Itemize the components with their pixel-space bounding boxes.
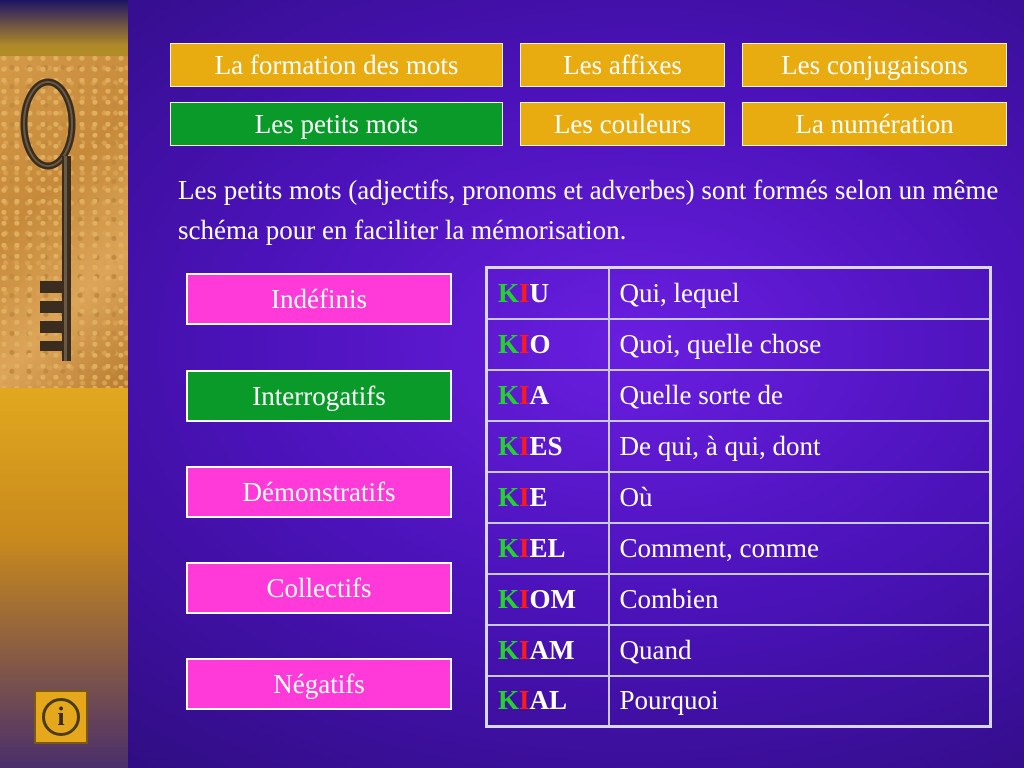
letter-k: K [498,685,520,716]
ki-word [487,370,609,421]
letter-i: I [519,277,530,308]
table-row [487,319,991,370]
ki-word [487,625,609,676]
table-row [487,625,991,676]
ki-meaning: Pourquoi [609,676,991,727]
letter-k: K [498,634,520,665]
info-button[interactable] [34,690,88,744]
info-icon: i [42,698,80,736]
key-icon [0,56,128,388]
letter-i: I [519,634,530,665]
word-ending: U [529,277,550,308]
ki-meaning: Quoi, quelle chose [609,319,991,370]
category-negatifs[interactable]: Négatifs [186,658,452,710]
nav-conjugaisons[interactable]: Les conjugaisons [742,43,1007,87]
ki-meaning: Quand [609,625,991,676]
key-image [0,56,128,388]
letter-i: I [519,583,530,614]
table-row [487,421,991,472]
letter-i: I [519,532,530,563]
category-demonstratifs[interactable]: Démonstratifs [186,466,452,518]
table-row [487,370,991,421]
intro-text: Les petits mots (adjectifs, pronoms et adverbes) sont formés selon un même schéma pour en faciliter la mémorisation. [178,175,999,245]
category-interrogatifs[interactable]: Interrogatifs [186,370,452,422]
letter-k: K [498,328,520,359]
word-ending: A [529,379,550,410]
ki-word [487,472,609,523]
word-ending: AL [529,685,568,716]
letter-k: K [498,532,520,563]
table-row [487,574,991,625]
letter-k: K [498,379,520,410]
ki-meaning: Qui, lequel [609,268,991,319]
letter-k: K [498,430,520,461]
category-indefinis[interactable]: Indéfinis [186,273,452,325]
letter-i: I [519,328,530,359]
nav-numeration[interactable]: La numération [742,102,1007,146]
letter-i: I [519,379,530,410]
ki-word [487,268,609,319]
word-ending: EL [529,532,566,563]
ki-word [487,319,609,370]
letter-i: I [519,685,530,716]
word-ending: AM [529,634,575,665]
interrogatives-table [485,266,992,728]
letter-k: K [498,481,520,512]
letter-k: K [498,583,520,614]
word-ending: OM [529,583,577,614]
ki-word [487,421,609,472]
ki-meaning: Combien [609,574,991,625]
ki-word [487,676,609,727]
table-row [487,676,991,727]
word-ending: E [529,481,548,512]
table-row [487,472,991,523]
letter-k: K [498,277,520,308]
ki-meaning: De qui, à qui, dont [609,421,991,472]
nav-couleurs[interactable]: Les couleurs [520,102,725,146]
ki-meaning: Où [609,472,991,523]
word-ending: ES [529,430,563,461]
table-row [487,268,991,319]
table-row [487,523,991,574]
category-collectifs[interactable]: Collectifs [186,562,452,614]
ki-word [487,523,609,574]
nav-affixes[interactable]: Les affixes [520,43,725,87]
nav-formation-des-mots[interactable]: La formation des mots [170,43,503,87]
ki-meaning: Quelle sorte de [609,370,991,421]
nav-petits-mots[interactable]: Les petits mots [170,102,503,146]
letter-i: I [519,481,530,512]
ki-word [487,574,609,625]
letter-i: I [519,430,530,461]
word-ending: O [529,328,551,359]
ki-meaning: Comment, comme [609,523,991,574]
